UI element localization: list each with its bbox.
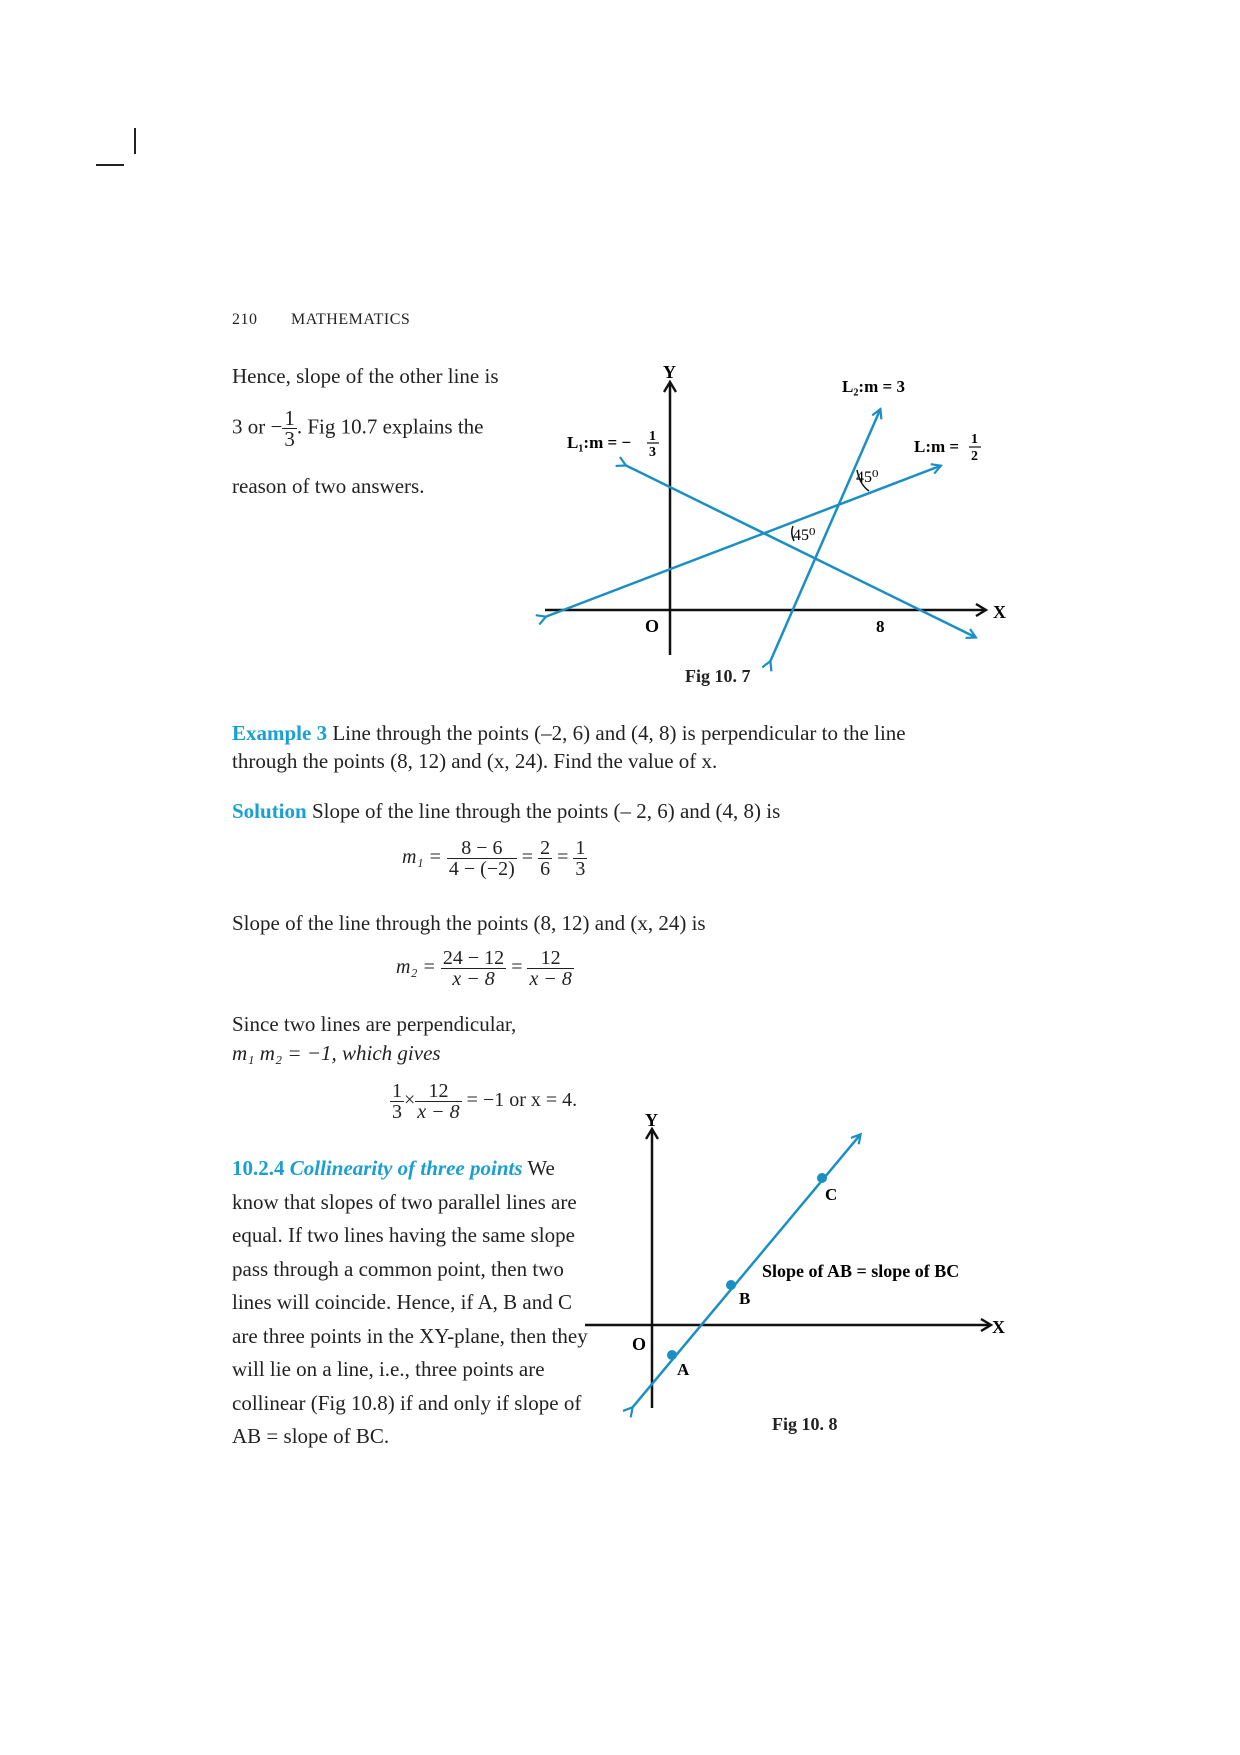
crop-mark-vertical (134, 128, 136, 154)
fig108-point-a (667, 1350, 677, 1360)
product-text: m₁ m₂ = −1, which gives (232, 1041, 441, 1065)
m1-frac-3 (573, 838, 587, 879)
m2-den-2: x − 8 (529, 968, 572, 990)
fig107-x-label: X (993, 602, 1006, 622)
section-line-6: are three points in the XY-plane, then they (232, 1323, 588, 1348)
fig107-l-frac-num: 1 (971, 432, 978, 447)
example-3-label: Example 3 (232, 721, 328, 745)
final-rest: = −1 or x = 4. (466, 1089, 578, 1112)
section-line-4: pass through a common point, then two (232, 1256, 564, 1281)
fig107-l1-frac-den: 3 (649, 445, 656, 460)
m1-num-3: 1 (575, 837, 586, 859)
solution-label: Solution (232, 799, 307, 823)
equation-m1 (402, 838, 587, 879)
fig108-annotation: Slope of AB = slope of BC (762, 1261, 960, 1281)
example-3-text-2: through the points (8, 12) and (x, 24). Find the value of x. (232, 749, 718, 773)
section-line-3: equal. If two lines having the same slope (232, 1223, 575, 1247)
m1-den-2: 6 (540, 858, 551, 880)
intro-three-or: 3 or (232, 414, 266, 439)
m2-num-2: 12 (527, 948, 573, 969)
m1-frac-2 (538, 838, 552, 879)
m2-frac-2 (527, 948, 573, 989)
fig108-label-c: C (825, 1185, 838, 1204)
section-line-5: lines will coincide. Hence, if A, B and C (232, 1290, 573, 1314)
section-we: We (527, 1156, 555, 1180)
m1-eq-2: = (557, 846, 569, 869)
fig107-l-frac-den: 2 (971, 449, 978, 464)
fig107-l1-frac-num: 1 (649, 429, 656, 444)
m1-num-2: 2 (540, 837, 551, 859)
final-num-2: 12 (415, 1081, 461, 1102)
intro-line-3: reason of two answers. (232, 474, 425, 498)
page-number: 210 (232, 311, 258, 328)
fig108-point-b (726, 1280, 736, 1290)
fig107-angle-2-label: 45⁰ (856, 469, 879, 486)
fig108-caption: Fig 10. 8 (772, 1414, 838, 1434)
intro-frac-num: 1 (284, 406, 295, 430)
intro-line-2 (232, 408, 484, 449)
intro-fraction (282, 408, 297, 449)
intro-line-1: Hence, slope of the other line is (232, 364, 499, 388)
perpendicular-text: Since two lines are perpendicular, (232, 1012, 517, 1036)
fig107-l1-label: L₁:m = − (567, 433, 632, 452)
m1-symbol: m₁ = (402, 846, 442, 869)
fig107-l-label: L:m = (914, 437, 960, 456)
m1-frac-1 (447, 838, 517, 879)
m2-den-1: x − 8 (452, 968, 495, 990)
fig107-tick-8: 8 (876, 617, 885, 636)
section-number: 10.2.4 (232, 1156, 285, 1180)
final-frac-1 (390, 1081, 404, 1122)
fig107-y-label: Y (663, 362, 676, 382)
m2-eq: = (511, 956, 523, 979)
figure-10-8 (580, 1100, 1020, 1420)
fig108-label-a: A (677, 1360, 690, 1379)
intro-minus: − (270, 414, 283, 439)
fig107-origin: O (645, 616, 660, 636)
fig108-y-label: Y (645, 1110, 658, 1130)
m1-den-3: 3 (575, 858, 586, 880)
example-3-text-1: Line through the points (–2, 6) and (4, 8) is perpendicular to the line (327, 721, 906, 745)
fig108-x-label: X (992, 1317, 1005, 1337)
slope2-text: Slope of the line through the points (8, 12) and (x, 24) is (232, 911, 706, 935)
fig108-label-b: B (739, 1289, 751, 1308)
section-line-8: collinear (Fig 10.8) if and only if slope of (232, 1390, 582, 1415)
m2-frac-1 (441, 948, 506, 989)
final-times: × (404, 1089, 416, 1112)
m1-num-1: 8 − 6 (447, 838, 517, 859)
m2-num-1: 24 − 12 (442, 947, 505, 969)
section-line-9: AB = slope of BC. (232, 1424, 390, 1448)
m1-eq-1: = (521, 846, 534, 869)
section-line-7: will lie on a line, i.e., three points are (232, 1357, 545, 1381)
running-title: MATHEMATICS (291, 311, 411, 328)
fig108-point-c (817, 1173, 827, 1183)
fig108-origin: O (632, 1334, 647, 1354)
intro-fig-ref: . Fig 10.7 explains the (296, 414, 484, 439)
final-den-2: x − 8 (417, 1101, 460, 1123)
fig107-l2-label: L₂:m = 3 (842, 377, 905, 396)
fig107-caption: Fig 10. 7 (685, 666, 751, 686)
m1-den-1: 4 − (−2) (448, 858, 515, 880)
fig107-line-l (545, 466, 940, 617)
final-frac-2 (415, 1081, 461, 1122)
final-num-1: 1 (392, 1080, 402, 1102)
final-den-1: 3 (392, 1101, 402, 1123)
equation-final (390, 1081, 577, 1122)
m2-symbol: m₂ = (396, 956, 436, 979)
section-collinearity (232, 1152, 600, 1454)
figure-10-7 (520, 360, 1040, 690)
section-line-1 (232, 1152, 600, 1186)
solution-text: Slope of the line through the points (– 2, 6) and (4, 8) is (306, 799, 781, 823)
example-3 (232, 719, 906, 747)
equation-m2 (396, 948, 574, 989)
section-line-2: know that slopes of two parallel lines are (232, 1189, 577, 1214)
section-title: Collinearity of three points (289, 1156, 523, 1180)
intro-frac-den: 3 (284, 427, 295, 451)
fig107-angle-1-label: 45⁰ (793, 527, 816, 544)
fig107-line-l2 (770, 410, 880, 662)
crop-mark-horizontal (96, 164, 124, 166)
solution (232, 797, 780, 825)
